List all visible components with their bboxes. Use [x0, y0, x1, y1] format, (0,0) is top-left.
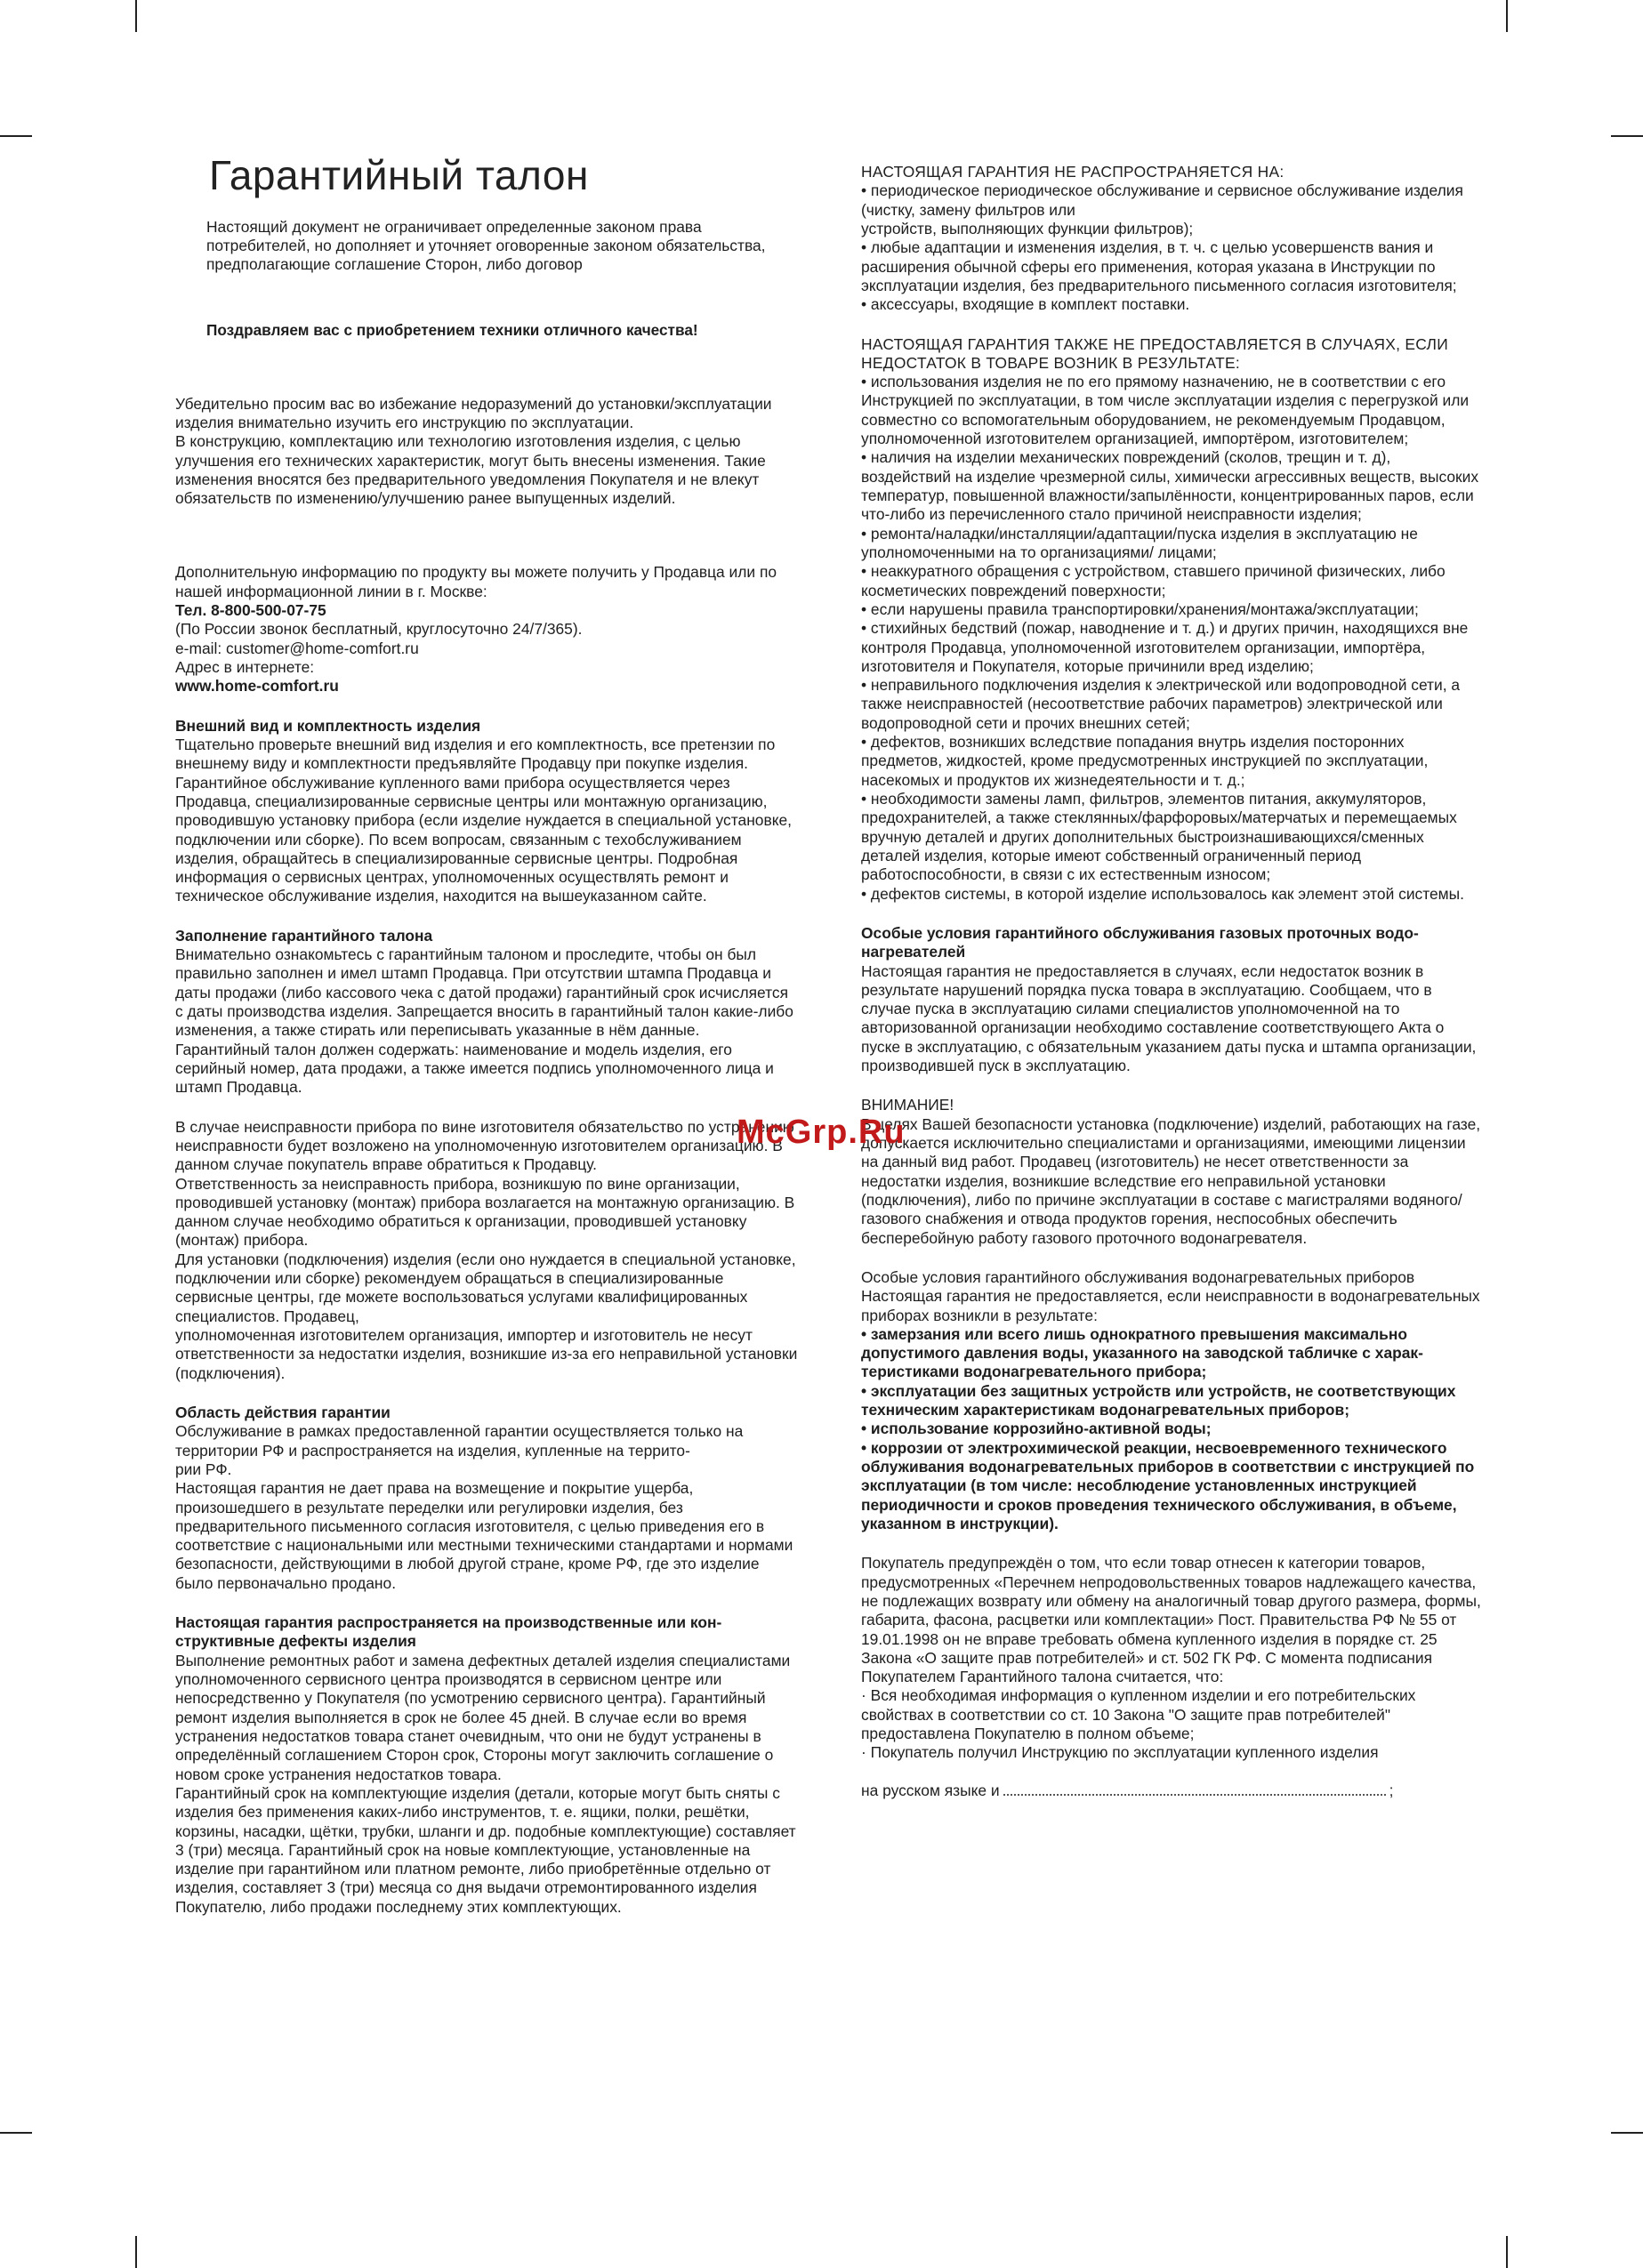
section-defects-title: Настоящая гарантия распространяется на производственные или конструктивные дефекты изделия [175, 1613, 722, 1651]
section-appearance-text: Тщательно проверьте внешний вид изделия и его комплектность, все претензии по внешнему виду и комплектности предъявляйте Продавцу при покупке изделия. Гарантийное обслуживание купленного вами прибора осуществляется через Продавца, специализированные сервисные центры или монтажную организацию, проводившую установку прибора (если изделие нуждается в специальной установке, подключении или сборке). По всем вопросам, связанным с техобслуживанием изделия, обращайтесь в специализированные сервисные центры. Подробная информация о сервисных центрах, уполномоченных осуществлять ремонт и техническое обслуживание изделия, находится на вышеуказанном сайте. [175, 735, 793, 905]
info-intro: Дополнительную информацию по продукту вы можете получить у Продавца или по нашей информационной линии в г. Москве: [175, 563, 777, 600]
section-scope-p2: Настоящая гарантия не дает права на возмещение и покрытие ущерба, произошедшего в результате переделки или регулировки изделия, без предварительного письменного согласия изготовителя, с целью приведения его в соответствие с национальными или местными техническими стандартами и нормами безопасности, действующими в любой другой стране, кроме РФ, где это изделие было первоначально продано. [175, 1479, 793, 1592]
crop-mark-right-top [1611, 135, 1643, 137]
phone-number: Тел. 8-800-500-07-75 [175, 601, 326, 620]
section-filling-text: Внимательно ознакомьтесь с гарантийным талоном и проследите, чтобы он был правильно заполнен и имел штамп Продавца. При отсутствии штампа Продавца и даты продажи (либо кассового чека с датой продажи) гарантийный срок исчисляется с даты производства изделия. Запрещается вносить в гарантийный талон какие-либо изменения, а также стирать или переписывать указанные в нём данные. Гарантийный талон должен содержать: наименование и модель изделия, его серийный номер, дата продажи, а также имеется подпись уполномоченного лица и штамп Продавца. [175, 945, 793, 1097]
list-item: · Вся необходимая информация о купленном изделии и его потребительских свойствах в соответствии со ст. 10 Закона "О защите прав потребителей" предоставлена Покупателю в полном объеме; [861, 1686, 1416, 1743]
list-item: • неаккуратного обращения с устройством, ставшего причиной физических, либо косметических повреждений поверхности; [861, 562, 1446, 599]
exclusions-list [861, 181, 1484, 314]
list-item: • наличия на изделии механических повреждений (сколов, трещин и т. д), воздействий на изделие чрезмерной силы, химически агрессивных веществ, высоких температур, повышенной влажности/запылённости, концентрированных паров, если что-либо из перечисленного стало причиной неисправности изделия; [861, 448, 1479, 524]
crop-mark-right-bottom [1611, 2132, 1643, 2134]
intro-text: Настоящий документ не ограничивает определенные законом права потребителей, но дополняет и уточняет оговоренные законом обязательства, предполагающие соглашение Сторон, либо договор [206, 217, 766, 274]
water-heaters-text: Настоящая гарантия не предоставляется, если неисправности в водонагревательных приборах возникли в результате: [861, 1287, 1480, 1324]
language-prefix: на русском языке и [861, 1781, 1000, 1799]
page-title: Гарантийный талон [209, 152, 589, 198]
crop-mark-top-right [1506, 0, 1508, 32]
crop-mark-bottom-right [1506, 2236, 1508, 2268]
crop-mark-top-left [135, 0, 137, 32]
list-item: • дефектов, возникших вследствие попадания внутрь изделия посторонних предметов, жидкостей, кроме предусмотренных инструкцией по эксплуатации, насекомых и продуктов их жизнедеятельности и т. д.; [861, 733, 1429, 789]
crop-mark-bottom-left [135, 2236, 137, 2268]
address-label: Адрес в интернете: [175, 658, 315, 677]
email-address: e-mail: customer@home-comfort.ru [175, 639, 419, 657]
list-item: устройств, выполняющих функции фильтров); [861, 219, 1194, 237]
list-item: • необходимости замены ламп, фильтров, элементов питания, аккумуляторов, предохранителей, а также стеклянных/фарфоровых/матерчатых и перемещаемых вручную деталей и других дополнительных быстроизнашивающихся/сменных деталей изделия, которые имеют собственный ограниченный период работоспособности, в связи с их естественным износом; [861, 790, 1457, 884]
list-item: • неправильного подключения изделия к электрической или водопроводной сети, а также неисправностей (несоответствие рабочих параметров) электрической или водопроводной сети и прочих внешних сетей; [861, 676, 1461, 732]
left-column [175, 153, 798, 1917]
section-scope-title: Область действия гарантии [175, 1403, 391, 1421]
list-item: • коррозии от электрохимической реакции, несвоевременного технического облуживания водонагревательных приборов в соответствии с инструкцией по эксплуатации (в том числе: несоблюдение установленных инструкцией периодичности и сроков проведения технического обслуживания, в объеме, указанном в инструкции). [861, 1438, 1475, 1532]
section-fault-p1: В случае неисправности прибора по вине изготовителя обязательство по устранению неисправности будет возложено на уполномоченную изготовителем организацию. В данном случае покупатель вправе обратиться к Продавцу. [175, 1117, 794, 1174]
water-heaters-title: Особые условия гарантийного обслуживания водонагревательных приборов [861, 1267, 1415, 1286]
buyer-notice: Покупатель предупреждён о том, что если товар отнесен к категории товаров, предусмотренных «Перечнем непродовольственных товаров надлежащего качества, не подлежащих возврату или обмену на аналогичный товар другого размера, формы, габарита, фасона, расцветки или комплектации» Пост. Правительства РФ № 55 от 19.01.1998 он не вправе требовать обмена купленного изделия в порядке ст. 25 Закона «О защите прав потребителей» и ст. 502 ГК РФ. С момента подписания Покупателем Гарантийного талона считается, что: [861, 1554, 1481, 1686]
list-item: • стихийных бедствий (пожар, наводнение и т. д.) и других причин, находящихся вне контроля Продавца, уполномоченной изготовителем организации, импортёра, изготовителя и Покупателя, которые причинили вред изделию; [861, 619, 1469, 675]
phone-note: (По России звонок бесплатный, круглосуточно 24/7/365). [175, 620, 583, 639]
list-item: • замерзания или всего лишь однократного превышения максимально допустимого давления воды, указанного на заводской табличке с характеристиками водонагревательного прибора; [861, 1324, 1423, 1381]
buyer-list [861, 1686, 1484, 1762]
congrats-text: Поздравляем вас с приобретением техники отличного качества! [206, 320, 698, 339]
website-link: www.home-comfort.ru [175, 677, 339, 696]
section-defects-p2: Гарантийный срок на комплектующие изделия (детали, которые могут быть сняты с изделия без применения каких-либо инструментов, т. е. ящики, полки, решётки, корзины, насадки, щётки, трубки, шланги и др. подобные комплектующие) составляет 3 (три) месяца. Гарантийный срок на новые комплектующие, установленные на изделие при гарантийном или платном ремонте, либо приобретённые отдельно от изделия, составляет 3 (три) месяца со дня выдачи отремонтированного изделия Покупателю, либо продажи последнему этих комплектующих. [175, 1783, 796, 1916]
list-item: • ремонта/наладки/инсталляции/адаптации/пуска изделия в эксплуатацию не уполномоченными на то организациями/ лицами; [861, 524, 1418, 561]
watermark-logo: McGrp.Ru [737, 1114, 906, 1151]
para-instructions: Убедительно просим вас во избежание недоразумений до установки/эксплуатации изделия внимательно изучить его инструкцию по эксплуатации. [175, 394, 772, 431]
list-item: • любые адаптации и изменения изделия, в т. ч. с целью усовершенств вания и расширения обычной сферы его применения, которая указана в Инструкции по эксплуатации изделия, без предварительного письменного согласия изготовителя; [861, 238, 1457, 294]
list-item: • эксплуатации без защитных устройств или устройств, не соответствующих техническим характеристикам водонагревательных приборов; [861, 1381, 1456, 1420]
signature-dotted-line[interactable] [1003, 1794, 1386, 1796]
water-heaters-list [861, 1325, 1484, 1533]
section-fault-p2: Ответственность за неисправность прибора, возникшую по вине организации, проводившей установку (монтаж) прибора возлагается на монтажную организацию. В данном случае необходимо обратиться к организации, проводившей установку (монтаж) прибора. [175, 1174, 795, 1250]
list-item: • периодическое периодическое обслуживание и сервисное обслуживание изделия (чистку, замену фильтров или [861, 181, 1463, 219]
attention-text: В целях Вашей безопасности установка (подключение) изделий, работающих на газе, допускается исключительно специалистами и организациями, имеющими лицензии на данный вид работ. Продавец (изготовитель) не несет ответственности за недостатки изделия, возникшие вследствие его неправильной установки (подключения), либо по причине эксплуатации в составе с магистралями водяного/газового снабжения и отвода продуктов горения, неспособных обеспечить бесперебойную работу газового проточного водонагревателя. [861, 1114, 1481, 1247]
section-scope-p1: Обслуживание в рамках предоставленной гарантии осуществляется только на территории РФ и распространяется на изделия, купленные на террито- [175, 1422, 744, 1460]
not-provided-heading: НАСТОЯЩАЯ ГАРАНТИЯ ТАКЖЕ НЕ ПРЕДОСТАВЛЯЕТСЯ В СЛУЧАЯХ, ЕСЛИ НЕДОСТАТОК В ТОВАРЕ ВОЗНИК В РЕЗУЛЬТАТЕ: [861, 334, 1449, 372]
not-provided-list [861, 373, 1484, 904]
list-item: · Покупатель получил Инструкцию по эксплуатации купленного изделия [861, 1743, 1379, 1762]
list-item: • использование коррозийно-активной воды; [861, 1420, 1212, 1438]
right-column [861, 163, 1484, 1800]
crop-mark-left-bottom [0, 2132, 32, 2134]
gas-heaters-text: Настоящая гарантия не предоставляется в случаях, если недостаток возник в результате нарушений порядка пуска товара в эксплуатацию. Сообщаем, что в случае пуска в эксплуатацию силами специалистов уполномоченной на то авторизованной организации необходимо составление соответствующего Акта о пуске в эксплуатацию, с обязательным указанием даты пуска и штампа организации, производившей пуск в эксплуатацию. [861, 961, 1477, 1075]
list-item: • дефектов системы, в которой изделие использовалось как элемент этой системы. [861, 884, 1464, 903]
section-defects-p1: Выполнение ремонтных работ и замена дефектных деталей изделия специалистами уполномоченного сервисного центра производятся в сервисном центре или непосредственно у Покупателя (по усмотрению сервисного центра). Гарантийный ремонт изделия выполняется в срок не более 45 дней. В случае если во время устранения недостатков товара станет очевидным, что они не будут устранены в определённый соглашением Сторон срок, Стороны могут заключить соглашение о новом сроке устранения недостатков товара. [175, 1651, 791, 1783]
language-line [861, 1781, 1484, 1800]
section-scope-p1b: рии РФ. [175, 1460, 232, 1478]
section-appearance-title: Внешний вид и комплектность изделия [175, 716, 481, 735]
section-fault-p3: Для установки (подключения) изделия (если оно нуждается в специальной установке, подключении или сборке) рекомендуем обращаться в специализированные сервисные центры, где можете воспользоваться услугами квалифицированных специалистов. Продавец, [175, 1250, 796, 1325]
crop-mark-left-top [0, 135, 32, 137]
section-filling-title: Заполнение гарантийного талона [175, 926, 433, 945]
language-suffix: ; [1389, 1781, 1394, 1799]
list-item: • если нарушены правила транспортировки/хранения/монтажа/эксплуатации; [861, 599, 1419, 618]
para-changes: В конструкцию, комплектацию или технологию изготовления изделия, с целью улучшения его технических характеристик, могут быть внесены изменения. Такие изменения вносятся без предварительного уведомления Покупателя и не влекут обязательств по изменению/улучшению ранее выпущенных изделий. [175, 432, 766, 508]
exclusions-heading: НАСТОЯЩАЯ ГАРАНТИЯ НЕ РАСПРОСТРАНЯЕТСЯ НА: [861, 163, 1285, 181]
list-item: • аксессуары, входящие в комплект поставки. [861, 295, 1190, 314]
section-fault-p4: уполномоченная изготовителем организация, импортер и изготовитель не несут ответственности за недостатки изделия, возникшие из-за его неправильной установки (подключения). [175, 1326, 798, 1382]
attention-label: ВНИМАНИЕ! [861, 1096, 954, 1114]
list-item: • использования изделия не по его прямому назначению, не в соответствии с его Инструкцией по эксплуатации, в том числе эксплуатации изделия с перегрузкой или совместно со вспомогательным оборудованием, не рекомендуемым Продавцом, уполномоченной изготовителем организацией, импортёром, изготовителем; [861, 373, 1470, 448]
gas-heaters-title: Особые условия гарантийного обслуживания газовых проточных водонагревателей [861, 923, 1419, 961]
